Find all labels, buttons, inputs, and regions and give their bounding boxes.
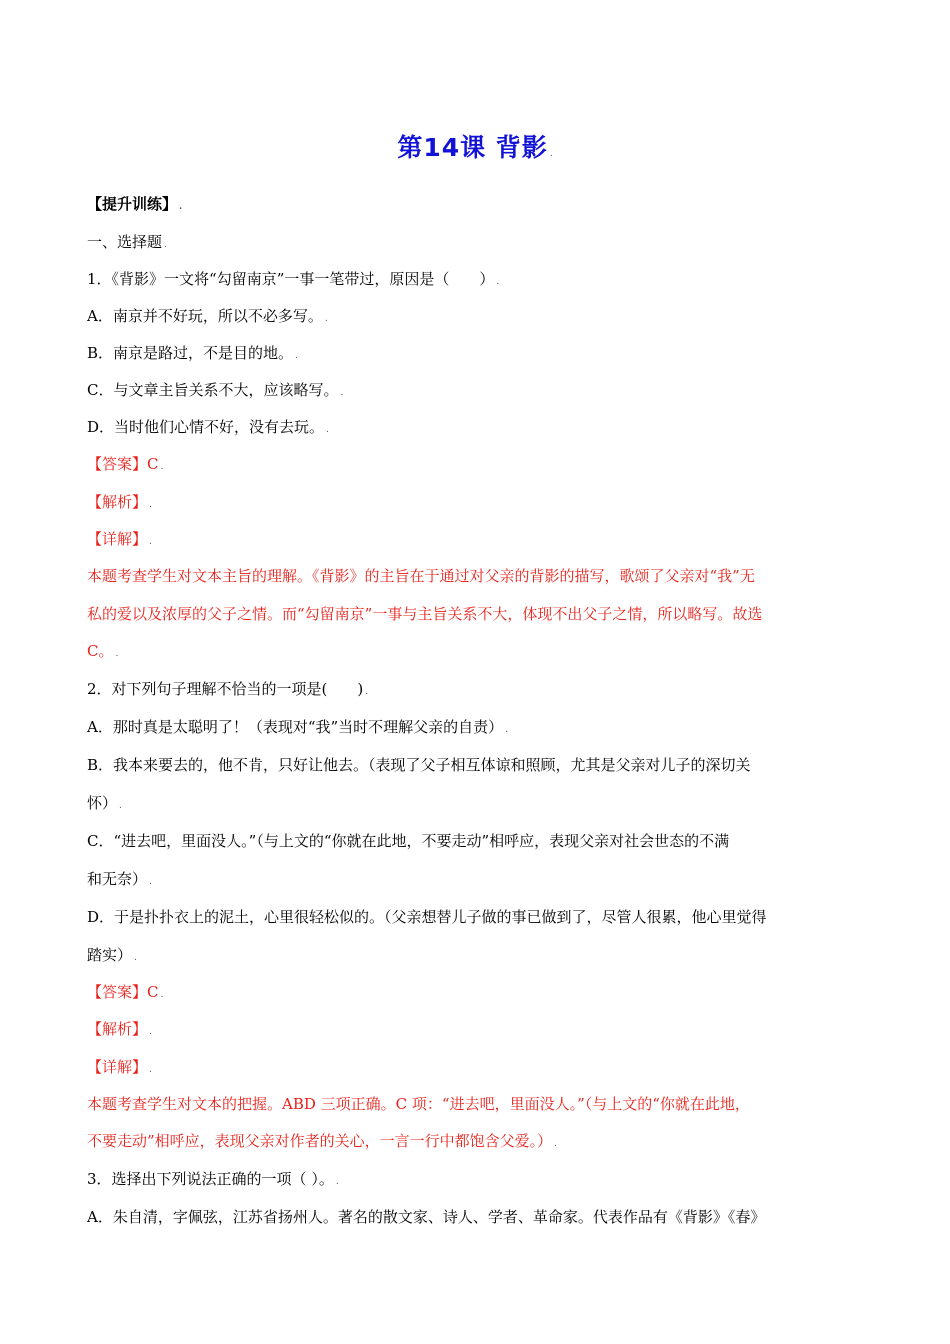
q1-analysis: 【解析】 . [87, 493, 152, 511]
q2-option-d-line-2: 踏实） . [87, 946, 137, 964]
q2-detail: 【详解】 . [87, 1058, 152, 1076]
q1-explain-line-3: C。 . [87, 642, 119, 660]
q2-option-c-line-2: 和无奈） . [87, 870, 152, 888]
q1-option-c: C．与文章主旨关系不大，应该略写。 . [87, 381, 344, 399]
part-heading: 一、选择题 . [87, 233, 167, 251]
q1-stem: 1．《背影》一文将“勾留南京”一事一笔带过，原因是（ ） . [87, 270, 500, 288]
q1-option-a: A．南京并不好玩，所以不必多写。 . [87, 307, 328, 325]
q1-detail: 【详解】 . [87, 530, 152, 548]
q2-stem: 2．对下列句子理解不恰当的一项是( ) . [87, 680, 369, 698]
q2-option-b-line-1: B．我本来要去的，他不肯，只好让他去。（表现了父子相互体谅和照顾，尤其是父亲对儿子的深切关 [87, 756, 751, 774]
q2-option-d-line-1: D．于是扑扑衣上的泥土，心里很轻松似的。（父亲想替儿子做的事已做到了，尽管人很累，他心里觉得 [87, 908, 767, 926]
q1-option-b: B．南京是路过，不是目的地。 . [87, 344, 298, 362]
q2-option-a: A．那时真是太聪明了！（表现对“我”当时不理解父亲的自责） . [87, 718, 509, 736]
q3-option-a: A．朱自清，字佩弦，江苏省扬州人。著名的散文家、诗人、学者、革命家。代表作品有《背影》《春》 [87, 1208, 766, 1226]
q2-explain-line-1: 本题考查学生对文本的把握。ABD 三项正确。C 项：“进去吧，里面没人。”（与上文的“你就在此地， [87, 1095, 750, 1113]
q2-analysis: 【解析】 . [87, 1020, 152, 1038]
lesson-title-text: 第14课 背影 [397, 133, 548, 162]
q1-explain-line-1: 本题考查学生对文本主旨的理解。《背影》的主旨在于通过对父亲的背影的描写，歌颂了父亲对“我”无 [87, 567, 755, 585]
q1-option-d: D．当时他们心情不好，没有去玩。 . [87, 418, 329, 436]
q2-option-b-line-2: 怀） . [87, 794, 122, 812]
q1-answer: 【答案】C . [87, 455, 164, 473]
lesson-title: 第14课 背影 . [397, 133, 553, 162]
q2-option-c-line-1: C．“进去吧，里面没人。”（与上文的“你就在此地，不要走动”相呼应，表现父亲对社会世态的不满 [87, 832, 730, 850]
q2-answer: 【答案】C . [87, 983, 164, 1001]
q1-explain-line-2: 私的爱以及浓厚的父子之情。而“勾留南京”一事与主旨关系不大，体现不出父子之情，所以略写。故选 [87, 605, 763, 623]
q2-explain-line-2: 不要走动”相呼应，表现父亲对作者的关心，一言一行中都饱含父爱。） . [87, 1132, 558, 1150]
section-heading: 【提升训练】 . [87, 195, 183, 213]
q3-stem: 3．选择出下列说法正确的一项（ ）。 . [87, 1170, 339, 1188]
